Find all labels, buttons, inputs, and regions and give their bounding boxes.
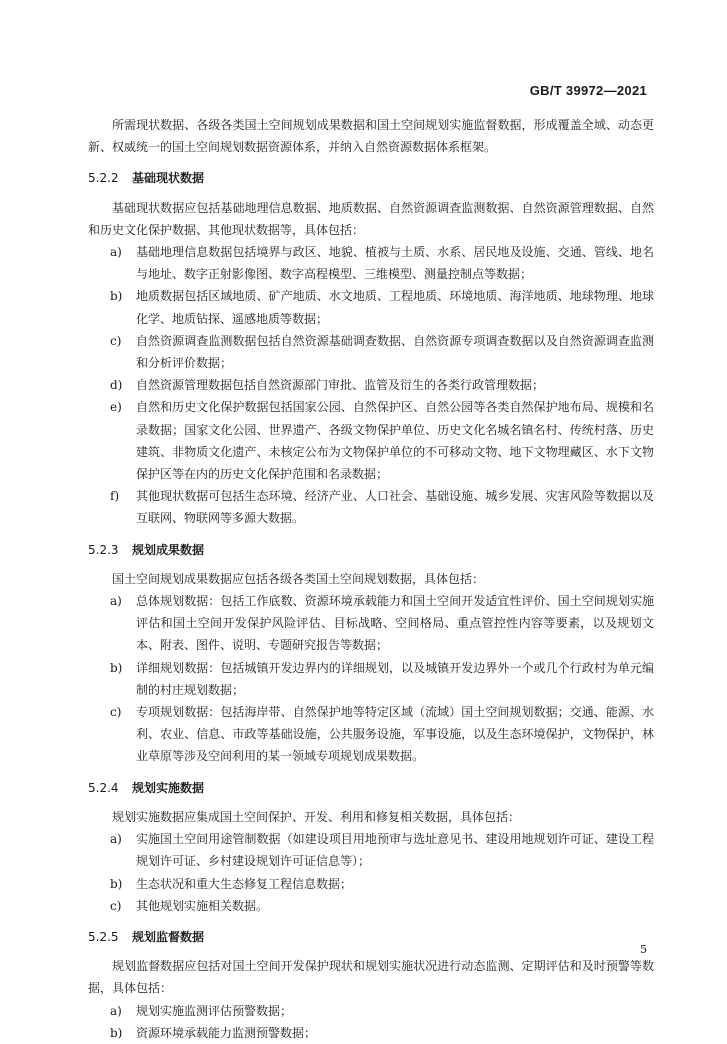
- section-heading: [88, 167, 654, 189]
- section-title: 基础现状数据: [132, 171, 205, 186]
- list-marker: b): [110, 660, 123, 675]
- list-item-text: 自然资源管理数据包括自然资源部门审批、监管及衍生的各类行政管理数据；: [136, 378, 545, 393]
- list-marker: a): [110, 594, 122, 609]
- list-item: [88, 895, 654, 917]
- list-item: [88, 285, 654, 329]
- list-item: [88, 1022, 654, 1044]
- section-5-2-4: [88, 777, 654, 917]
- section-intro: 国土空间规划成果数据应包括各级各类国土空间规划数据，具体包括：: [112, 571, 485, 586]
- list-item: [88, 590, 654, 657]
- section-number: 5.2.4: [88, 780, 119, 795]
- section-intro: 基础现状数据应包括基础地理信息数据、地质数据、自然资源调查监测数据、自然资源管理数据、自然和历史文化保护数据、其他现状数据等，具体包括：: [88, 200, 654, 237]
- list-item-text: 基础地理信息数据包括境界与政区、地貌、植被与土质、水系、居民地及设施、交通、管线、地名与地址、数字正射影像图、数字高程模型、三维模型、测量控制点等数据；: [136, 245, 654, 282]
- list-marker: c): [110, 705, 122, 720]
- list-marker: a): [110, 1003, 122, 1018]
- section-number: 5.2.2: [88, 171, 119, 186]
- section-heading: [88, 926, 654, 948]
- section-heading: [88, 539, 654, 561]
- list-marker: b): [110, 1025, 123, 1040]
- section-number: 5.2.5: [88, 929, 119, 944]
- section-title: 规划实施数据: [132, 780, 205, 795]
- list-marker: b): [110, 876, 123, 891]
- list-item-text: 其他规划实施相关数据。: [136, 898, 269, 913]
- list-item: [88, 330, 654, 374]
- list-item-text: 资源环境承载能力监测预警数据；: [136, 1025, 317, 1040]
- intro-paragraph: 所需现状数据、各级各类国土空间规划成果数据和国土空间规划实施监督数据，形成覆盖全域、动态更新、权威统一的国土空间规划数据资源体系，并纳入自然资源数据体系框架。: [88, 118, 654, 155]
- list-item-text: 自然和历史文化保护数据包括国家公园、自然保护区、自然公园等各类自然保护地布局、规模和名录数据；国家文化公园、世界遗产、各级文物保护单位、历史文化名城名镇名村、传统村落、历史建筑、非物质文化遗产、未核定公布为文物保护单位的不可移动文物、地下文物埋藏区、水下文物保护区等在内的历史文化保护范围和名录数据；: [136, 400, 654, 482]
- list-item-text: 其他现状数据可包括生态环境、经济产业、人口社会、基础设施、城乡发展、灾害风险等数据以及互联网、物联网等多源大数据。: [136, 489, 654, 526]
- list-marker: c): [110, 898, 122, 913]
- list-item: [88, 1000, 654, 1022]
- section-heading: [88, 777, 654, 799]
- list-item-text: 地质数据包括区域地质、矿产地质、水文地质、工程地质、环境地质、海洋地质、地球物理、地球化学、地质钻探、遥感地质等数据；: [136, 289, 654, 326]
- document-body: [88, 114, 654, 1044]
- section-5-2-5: [88, 926, 654, 1044]
- section-intro: 规划实施数据应集成国土空间保护、开发、利用和修复相关数据，具体包括：: [112, 809, 521, 824]
- list-item-text: 实施国土空间用途管制数据（如建设项目用地预审与选址意见书、建设用地规划许可证、建设工程规划许可证、乡村建设规划许可证信息等）；: [136, 832, 654, 869]
- standard-code: GB/T 39972—2021: [529, 83, 647, 98]
- list-item: [88, 374, 654, 396]
- list-marker: a): [110, 245, 122, 260]
- section-number: 5.2.3: [88, 542, 119, 557]
- section-5-2-3: [88, 539, 654, 768]
- list-marker: a): [110, 832, 122, 847]
- list-item: [88, 241, 654, 285]
- section-title: 规划成果数据: [132, 542, 205, 557]
- list-item: [88, 396, 654, 485]
- list-item-text: 总体规划数据：包括工作底数、资源环境承载能力和国土空间开发适宜性评价、国土空间规划实施评估和国土空间开发保护风险评估、目标战略、空间格局、重点管控性内容等要素，以及规划文本、附表、图件、说明、专题研究报告等数据；: [136, 594, 654, 653]
- list-item-text: 详细规划数据：包括城镇开发边界内的详细规划，以及城镇开发边界外一个或几个行政村为单元编制的村庄规划数据；: [136, 660, 654, 697]
- list-item-text: 规划实施监测评估预警数据；: [136, 1003, 293, 1018]
- section-title: 规划监督数据: [132, 929, 205, 944]
- list-item: [88, 657, 654, 701]
- list-item-text: 专项规划数据：包括海岸带、自然保护地等特定区域（流域）国土空间规划数据；交通、能源、水利、农业、信息、市政等基础设施，公共服务设施，军事设施，以及生态环境保护，文物保护，林业草原等涉及空间利用的某一领域专项规划成果数据。: [136, 705, 654, 764]
- list-marker: c): [110, 333, 122, 348]
- list-item: [88, 873, 654, 895]
- list-marker: e): [110, 400, 122, 415]
- list-item: [88, 828, 654, 872]
- list-item-text: 自然资源调查监测数据包括自然资源基础调查数据、自然资源专项调查数据以及自然资源调查监测和分析评价数据；: [136, 333, 654, 371]
- list-marker: b): [110, 289, 123, 304]
- list-item-text: 生态状况和重大生态修复工程信息数据；: [136, 876, 353, 891]
- list-item: [88, 701, 654, 768]
- list-item: [88, 485, 654, 529]
- section-5-2-2: [88, 167, 654, 529]
- section-intro: 规划监督数据应包括对国土空间开发保护现状和规划实施状况进行动态监测、定期评估和及时预警等数据，具体包括：: [88, 959, 654, 996]
- page-number: 5: [640, 943, 647, 956]
- list-marker: f): [110, 489, 120, 504]
- list-marker: d): [110, 378, 123, 393]
